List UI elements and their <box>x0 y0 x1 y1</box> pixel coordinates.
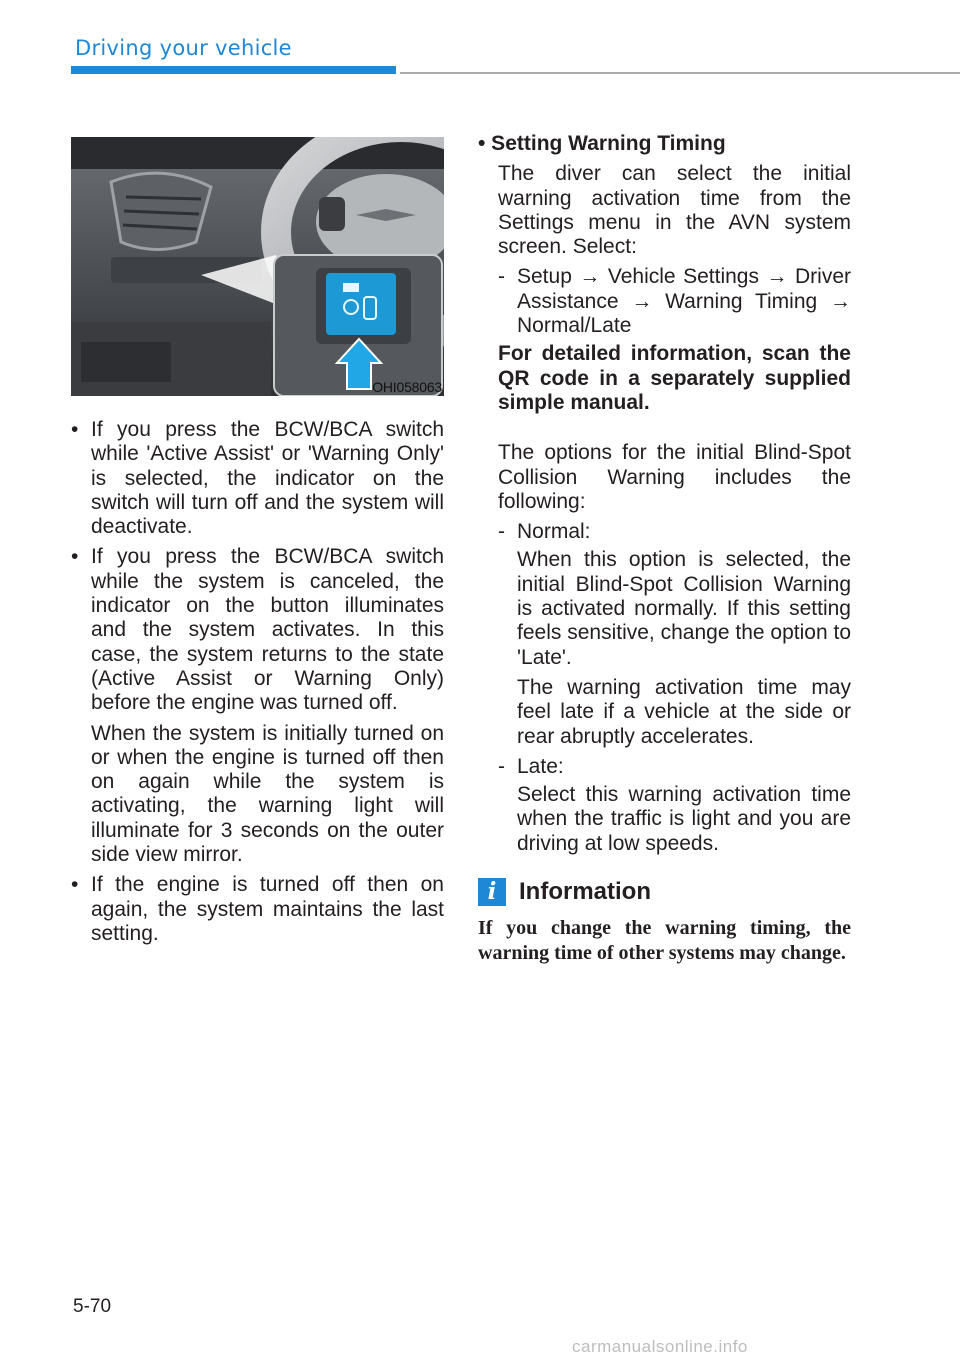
bullet-text: If you press the BCW/BCA switch while the system is canceled, the indicator on the button illuminates and the system activates. In this case, the system returns to the state (Active Assist or Warning Only) before the engine was turned off. <box>91 545 444 715</box>
right-column <box>478 132 851 966</box>
bullet-text: If the engine is turned off then on again, the system maintains the last setting. <box>91 873 444 945</box>
dash-marker: - <box>498 754 505 778</box>
qr-note: For detailed information, scan the QR code in a separately supplied simple manual. <box>498 342 851 414</box>
option-description: Select this warning activation time when the traffic is light and you are driving at low speeds. <box>517 783 851 855</box>
left-column <box>71 418 444 952</box>
section-title: Driving your vehicle <box>75 36 292 60</box>
dash-marker: - <box>498 265 505 289</box>
option-description: When this option is selected, the initial Blind-Spot Collision Warning is activated normally. If this setting feels sensitive, change the option to 'Late'. <box>517 548 851 669</box>
body-paragraph: The options for the initial Blind-Spot Collision Warning includes the following: <box>498 441 851 513</box>
dashboard-illustration <box>71 137 444 396</box>
menu-path <box>478 265 851 338</box>
header-accent-bar <box>71 66 396 74</box>
option-label-text: Late: <box>517 754 564 778</box>
bullet-marker: • <box>71 873 79 897</box>
information-box <box>478 878 851 966</box>
bullet-marker: • <box>71 545 79 569</box>
dashboard-photo <box>71 137 444 396</box>
page-number: 5-70 <box>73 1296 112 1317</box>
figure-code: OHI058063 <box>372 379 442 395</box>
body-paragraph: When the system is initially turned on or when the engine is turned off then on again while the system is activating, the warning light will illuminate for 3 seconds on the outer side view mirror. <box>91 721 444 867</box>
setting-heading: • Setting Warning Timing <box>478 132 726 155</box>
list-item <box>71 873 444 946</box>
dash-marker: - <box>498 520 505 544</box>
option-description: The warning activation time may feel late if a vehicle at the side or rear abruptly accelerates. <box>517 675 851 748</box>
bullet-text: If you press the BCW/BCA switch while 'Active Assist' or 'Warning Only' is selected, the indicator on the switch will turn off and the system will deactivate. <box>91 418 444 539</box>
information-header <box>478 878 851 906</box>
option-label <box>478 755 851 779</box>
option-label-text: Normal: <box>517 520 591 544</box>
body-paragraph: The diver can select the initial warning activation time from the Settings menu in the AVN system screen. Select: <box>498 162 851 259</box>
information-text: If you change the warning timing, the warning time of other systems may change. <box>478 917 851 965</box>
watermark: carmanualsonline.info <box>572 1337 748 1356</box>
bullet-marker: • <box>71 418 79 441</box>
menu-path-text: Setup → Vehicle Settings → Driver Assistance → Warning Timing → Normal/Late <box>517 265 851 338</box>
information-title: Information <box>519 877 651 905</box>
list-item <box>71 545 444 715</box>
list-item <box>71 418 444 539</box>
info-icon: i <box>478 878 506 906</box>
header-rule <box>400 72 960 74</box>
option-label <box>478 520 851 544</box>
